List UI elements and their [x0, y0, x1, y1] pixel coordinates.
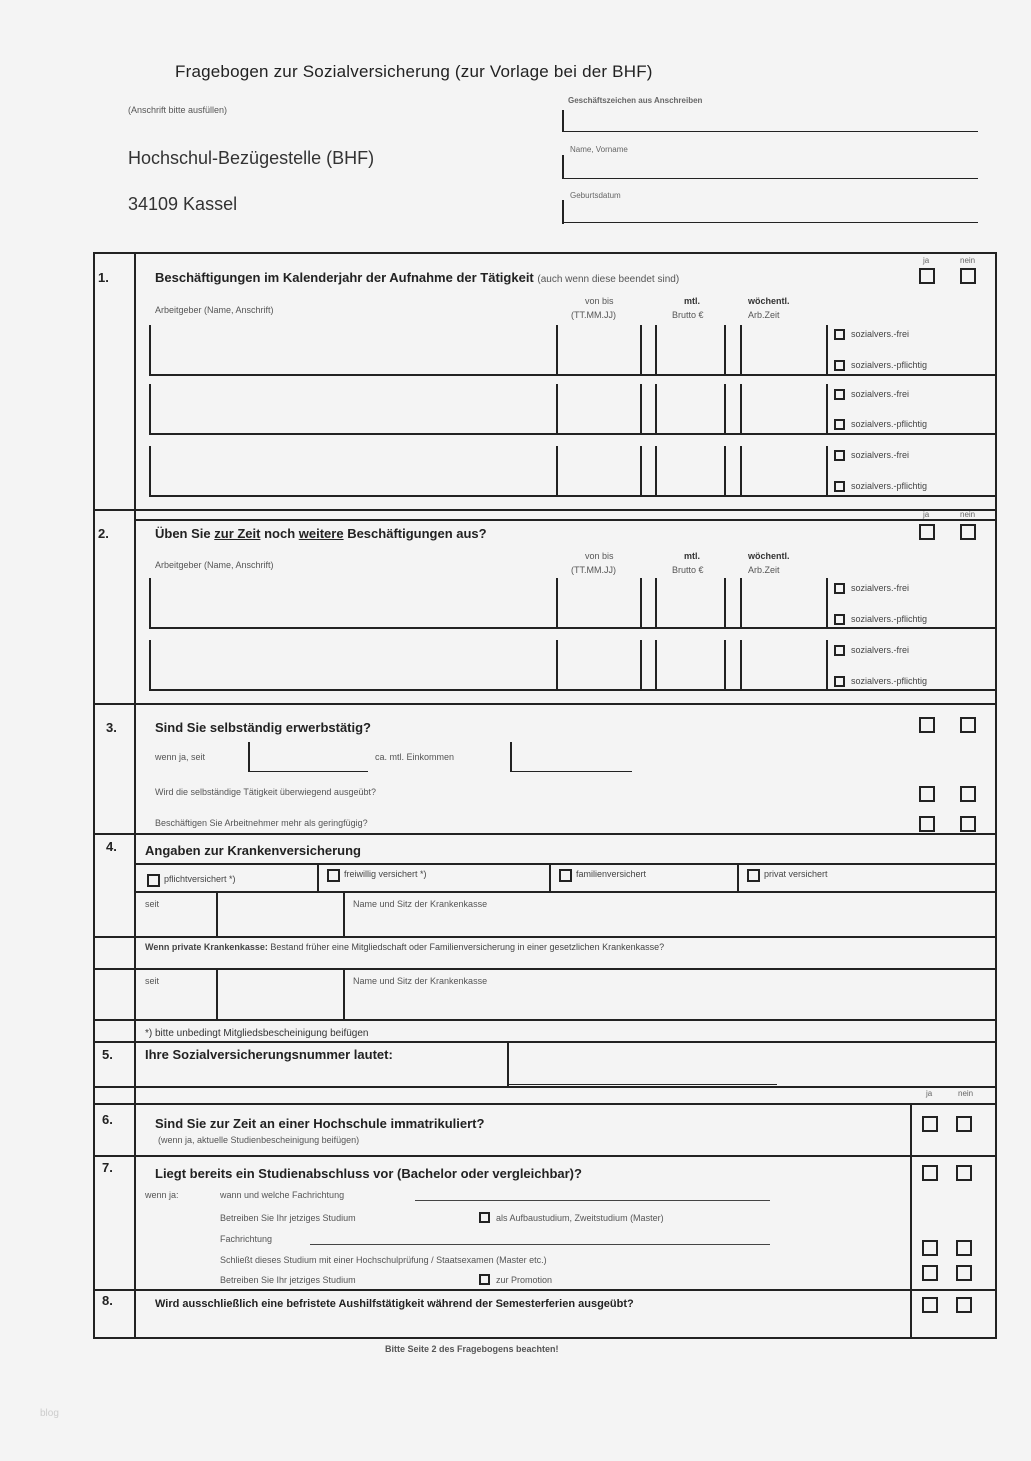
- question-3b: Beschäftigen Sie Arbeitnehmer mehr als geringfügig?: [155, 818, 368, 828]
- section-7-title: Liegt bereits ein Studienabschluss vor (Bachelor oder vergleichbar)?: [155, 1166, 582, 1181]
- birthdate-label: Geburtsdatum: [570, 191, 621, 200]
- section-6-no-checkbox[interactable]: [956, 1116, 972, 1132]
- footnote: *) bitte unbedingt Mitgliedsbescheinigung beifügen: [145, 1028, 369, 1039]
- row1-sv-free-checkbox[interactable]: [834, 329, 845, 340]
- employer-column-label: Arbeitgeber (Name, Anschrift): [155, 305, 274, 315]
- section-1-no-checkbox[interactable]: [960, 268, 976, 284]
- question-3a: Wird die selbständige Tätigkeit überwiegend ausgeübt?: [155, 787, 376, 797]
- reference-label: Geschäftszeichen aus Anschreiben: [568, 96, 703, 105]
- kv-voluntary-checkbox[interactable]: [327, 869, 340, 882]
- section-3-number: 3.: [106, 720, 117, 735]
- section-2-yes-checkbox[interactable]: [919, 524, 935, 540]
- postgraduate-study-checkbox[interactable]: [479, 1212, 490, 1223]
- name-label: Name, Vorname: [570, 145, 628, 154]
- s2-row1-sv-mandatory-checkbox[interactable]: [834, 614, 845, 625]
- s2-row2-sv-mandatory-checkbox[interactable]: [834, 676, 845, 687]
- question-3b-no-checkbox[interactable]: [960, 816, 976, 832]
- question-3a-no-checkbox[interactable]: [960, 786, 976, 802]
- section-7-yes-checkbox[interactable]: [922, 1165, 938, 1181]
- row3-sv-mandatory-checkbox[interactable]: [834, 481, 845, 492]
- section-7-exam-yes-checkbox[interactable]: [922, 1240, 938, 1256]
- private-insurance-note: Wenn private Krankenkasse: Bestand früher eine Mitgliedschaft oder Familienversicherung in einer gesetzlichen Krankenkasse?: [145, 942, 665, 952]
- question-3b-yes-checkbox[interactable]: [919, 816, 935, 832]
- section-8-number: 8.: [102, 1293, 113, 1308]
- s2-row1-sv-free-checkbox[interactable]: [834, 583, 845, 594]
- table-row[interactable]: [149, 433, 995, 435]
- send-note: (Anschrift bitte ausfüllen): [128, 105, 228, 115]
- section-3-no-checkbox[interactable]: [960, 717, 976, 733]
- section-4-number: 4.: [106, 839, 117, 854]
- s2-row2-sv-free-checkbox[interactable]: [834, 645, 845, 656]
- section-7-no-checkbox[interactable]: [956, 1165, 972, 1181]
- section-3-title: Sind Sie selbständig erwerbstätig?: [155, 720, 371, 735]
- footer-note: Bitte Seite 2 des Fragebogens beachten!: [385, 1344, 559, 1354]
- self-employed-since-field[interactable]: [248, 771, 368, 772]
- row2-sv-mandatory-checkbox[interactable]: [834, 419, 845, 430]
- watermark: blog: [40, 1408, 59, 1419]
- social-security-number-field[interactable]: [507, 1084, 777, 1085]
- reference-field[interactable]: [562, 131, 978, 132]
- section-1-yes-checkbox[interactable]: [919, 268, 935, 284]
- section-5-title: Ihre Sozialversicherungsnummer lautet:: [145, 1047, 393, 1062]
- section-2-title: Üben Sie zur Zeit noch weitere Beschäftigungen aus?: [155, 526, 487, 541]
- table-row[interactable]: [149, 689, 995, 691]
- section-7-promotion-yes-checkbox[interactable]: [922, 1265, 938, 1281]
- section-4-title: Angaben zur Krankenversicherung: [145, 843, 361, 858]
- degree-field[interactable]: [415, 1200, 770, 1201]
- section-8-title: Wird ausschließlich eine befristete Aushilfstätigkeit während der Semesterferien ausgeübt?: [155, 1298, 634, 1310]
- address-line-1: Hochschul-Bezügestelle (BHF): [128, 148, 375, 168]
- section-5-number: 5.: [102, 1047, 113, 1062]
- row2-sv-free-checkbox[interactable]: [834, 389, 845, 400]
- section-8-yes-checkbox[interactable]: [922, 1297, 938, 1313]
- section-1-number: 1.: [98, 270, 109, 285]
- birthdate-field[interactable]: [562, 222, 978, 223]
- address-line-2: 34109 Kassel: [128, 194, 238, 214]
- section-7-number: 7.: [102, 1160, 113, 1175]
- section-8-no-checkbox[interactable]: [956, 1297, 972, 1313]
- doctorate-study-checkbox[interactable]: [479, 1274, 490, 1285]
- name-field[interactable]: [562, 178, 978, 179]
- row3-sv-free-checkbox[interactable]: [834, 450, 845, 461]
- field-of-study-field[interactable]: [310, 1244, 770, 1245]
- monthly-income-field[interactable]: [510, 771, 632, 772]
- section-6-number: 6.: [102, 1112, 113, 1127]
- table-row[interactable]: [149, 495, 995, 497]
- section-1-title: Beschäftigungen im Kalenderjahr der Aufnahme der Tätigkeit (auch wenn diese beendet sind): [155, 270, 680, 285]
- kv-mandatory-checkbox[interactable]: [147, 874, 160, 887]
- table-row[interactable]: [149, 374, 995, 376]
- section-2-number: 2.: [98, 526, 109, 541]
- table-row[interactable]: [149, 627, 995, 629]
- section-6-title: Sind Sie zur Zeit an einer Hochschule immatrikuliert?: [155, 1116, 485, 1131]
- section-3-yes-checkbox[interactable]: [919, 717, 935, 733]
- question-3a-yes-checkbox[interactable]: [919, 786, 935, 802]
- form-title: Fragebogen zur Sozialversicherung (zur Vorlage bei der BHF): [175, 62, 653, 81]
- section-6-yes-checkbox[interactable]: [922, 1116, 938, 1132]
- kv-family-checkbox[interactable]: [559, 869, 572, 882]
- section-7-exam-no-checkbox[interactable]: [956, 1240, 972, 1256]
- section-2-no-checkbox[interactable]: [960, 524, 976, 540]
- section-7-promotion-no-checkbox[interactable]: [956, 1265, 972, 1281]
- kv-private-checkbox[interactable]: [747, 869, 760, 882]
- row1-sv-mandatory-checkbox[interactable]: [834, 360, 845, 371]
